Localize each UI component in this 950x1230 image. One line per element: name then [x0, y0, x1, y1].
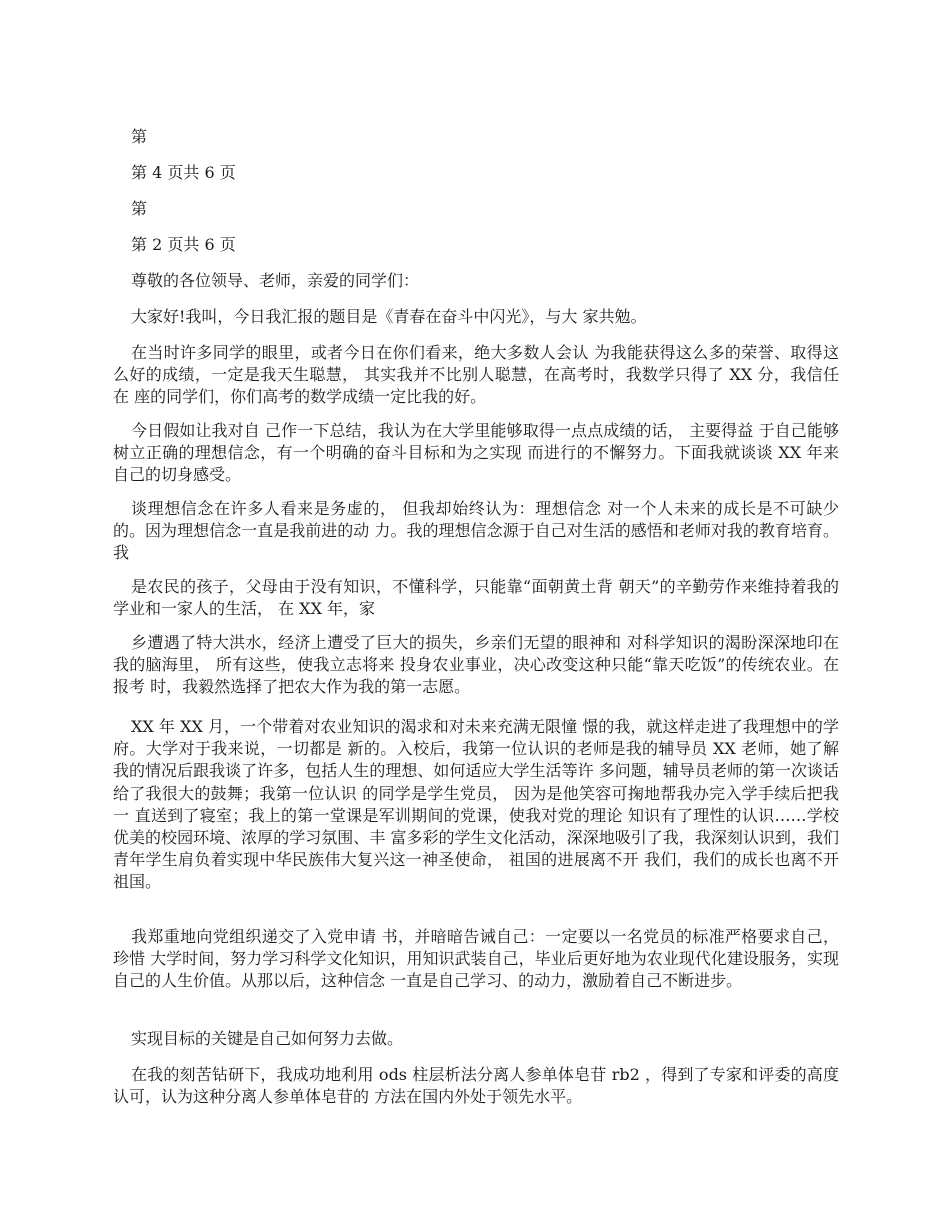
body-paragraph: 乡遭遇了特大洪水，经济上遭受了巨大的损失，乡亲们无望的眼神和 对科学知识的渴盼深深地印在我的脑海里， 所有这些，使我立志将来 投身农业事业，决心改变这种只能“靠天吃饭”的传统农业。在报考 时，我毅然选择了把农大作为我的第一志愿。: [113, 633, 839, 697]
page-marker: 第: [131, 127, 148, 146]
page-number: 第 4 页共 6 页: [131, 163, 236, 182]
body-paragraph: 我郑重地向党组织递交了入党申请 书，并暗暗告诫自己：一定要以一名党员的标准严格要求自己，珍惜 大学时间，努力学习科学文化知识，用知识武装自己，毕业后更好地为农业现代化建设服务，实现自己的人生价值。从那以后，这种信念 一直是自己学习、的动力，激励着自己不断进步。: [113, 927, 839, 991]
page-number: 第 2 页共 6 页: [131, 235, 236, 254]
body-paragraph: XX 年 XX 月，一个带着对农业知识的渴求和对未来充满无限憧 憬的我，就这样走进了我理想中的学府。大学对于我来说，一切都是 新的。入校后，我第一位认识的老师是我的辅导员 XX 老师，她了解 我的情况后跟我谈了许多，包括人生的理想、如何适应大学生活等许 多问题，辅导员老师的第一次谈话给了我很大的鼓舞；我第一位认识 的同学是学生党员， 因为是他笑容可掬地帮我办完入学手续后把我一 直送到了寝室；我上的第一堂课是军训期间的党课，使我对党的理论 知识有了理性的认识……学校优美的校园环境、浓厚的学习氛围、丰 富多彩的学生文化活动，深深地吸引了我，我深刻认识到，我们青年学生肩负着实现中华民族伟大复兴这一神圣使命， 祖国的进展离不开 我们，我们的成长也离不开祖国。: [113, 717, 839, 892]
body-paragraph: 今日假如让我对自 己作一下总结，我认为在大学里能够取得一点点成绩的话， 主要得益 于自己能够树立正确的理想信念，有一个明确的奋斗目标和为之实现 而进行的不懈努力。下面我就谈谈 XX 年来自己的切身感受。: [113, 421, 839, 485]
body-paragraph: 是农民的孩子，父母由于没有知识，不懂科学，只能靠“面朝黄土背 朝天”的辛勤劳作来维持着我的学业和一家人的生活， 在 XX 年，家: [113, 577, 839, 619]
body-paragraph: 实现目标的关键是自己如何努力去做。: [131, 1029, 404, 1048]
salutation: 尊敬的各位领导、老师，亲爱的同学们：: [131, 271, 420, 290]
body-paragraph: 在当时许多同学的眼里，或者今日在你们看来，绝大多数人会认 为我能获得这么多的荣誉、取得这么好的成绩，一定是我天生聪慧， 其实我并不比别人聪慧，在高考时，我数学只得了 XX 分，我信任在 座的同学们，你们高考的数学成绩一定比我的好。: [113, 343, 839, 407]
body-paragraph: 谈理想信念在许多人看来是务虚的， 但我却始终认为：理想信念 对一个人未来的成长是不可缺少的。因为理想信念一直是我前进的动 力。我的理想信念源于自己对生活的感悟和老师对我的教育培育。 我: [113, 499, 839, 563]
greeting-paragraph: 大家好!我叫，今日我汇报的题目是《青春在奋斗中闪光》，与大 家共勉。: [131, 307, 647, 326]
body-paragraph: 在我的刻苦钻研下，我成功地利用 ods 柱层析法分离人参单体皂苷 rb2 ，得到了专家和评委的高度认可，认为这种分离人参单体皂苷的 方法在国内外处于领先水平。: [113, 1065, 839, 1107]
page-marker: 第: [131, 199, 148, 218]
